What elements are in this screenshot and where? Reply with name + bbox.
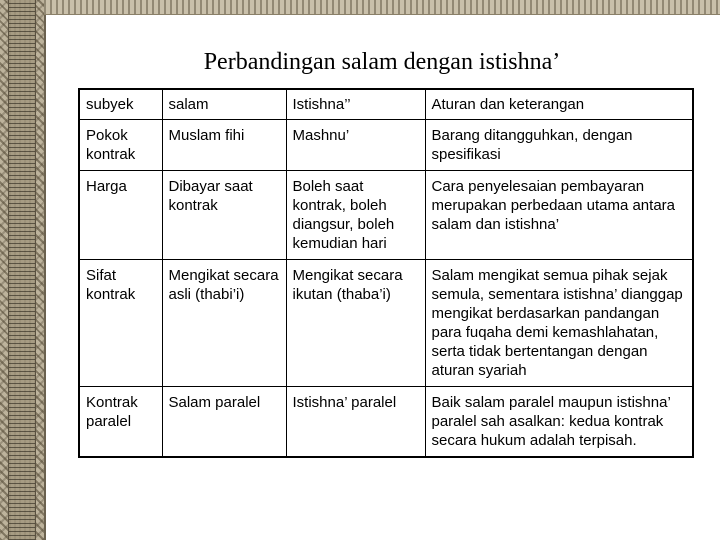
header-cell: Aturan dan keterangan (425, 89, 693, 120)
table-cell: Mengikat secara asli (thabi’i) (162, 260, 286, 387)
table-cell: Istishna’ paralel (286, 387, 425, 458)
table-row (79, 120, 693, 171)
table-cell: Mengikat secara ikutan (thaba’i) (286, 260, 425, 387)
table-row (79, 387, 693, 458)
decorative-top-border (44, 0, 720, 15)
table-row (79, 260, 693, 387)
header-cell: subyek (79, 89, 162, 120)
table-row (79, 171, 693, 260)
table-header-row (79, 89, 693, 120)
table-cell: Muslam fihi (162, 120, 286, 171)
table-cell: Salam mengikat semua pihak sejak semula, sementara istishna’ dianggap mengikat berdasarkan pandangan para fuqaha demi kemashlahatan, serta tidak bertentangan dengan aturan syariah (425, 260, 693, 387)
comparison-table (78, 88, 694, 458)
table-cell: Kontrak paralel (79, 387, 162, 458)
decorative-left-border (0, 0, 46, 540)
table-cell: Salam paralel (162, 387, 286, 458)
header-cell: salam (162, 89, 286, 120)
table-cell: Sifat kontrak (79, 260, 162, 387)
table-cell: Boleh saat kontrak, boleh diangsur, boleh kemudian hari (286, 171, 425, 260)
table-cell: Baik salam paralel maupun istishna’ paralel sah asalkan: kedua kontrak secara hukum adalah terpisah. (425, 387, 693, 458)
table-cell: Harga (79, 171, 162, 260)
table-cell: Cara penyelesaian pembayaran merupakan perbedaan utama antara salam dan istishna’ (425, 171, 693, 260)
table-cell: Mashnu’ (286, 120, 425, 171)
table-cell: Barang ditangguhkan, dengan spesifikasi (425, 120, 693, 171)
slide-title: Perbandingan salam dengan istishna’ (203, 49, 561, 75)
table-cell: Pokok kontrak (79, 120, 162, 171)
table-cell: Dibayar saat kontrak (162, 171, 286, 260)
header-cell: Istishna’’ (286, 89, 425, 120)
decorative-border-bar (8, 0, 36, 540)
